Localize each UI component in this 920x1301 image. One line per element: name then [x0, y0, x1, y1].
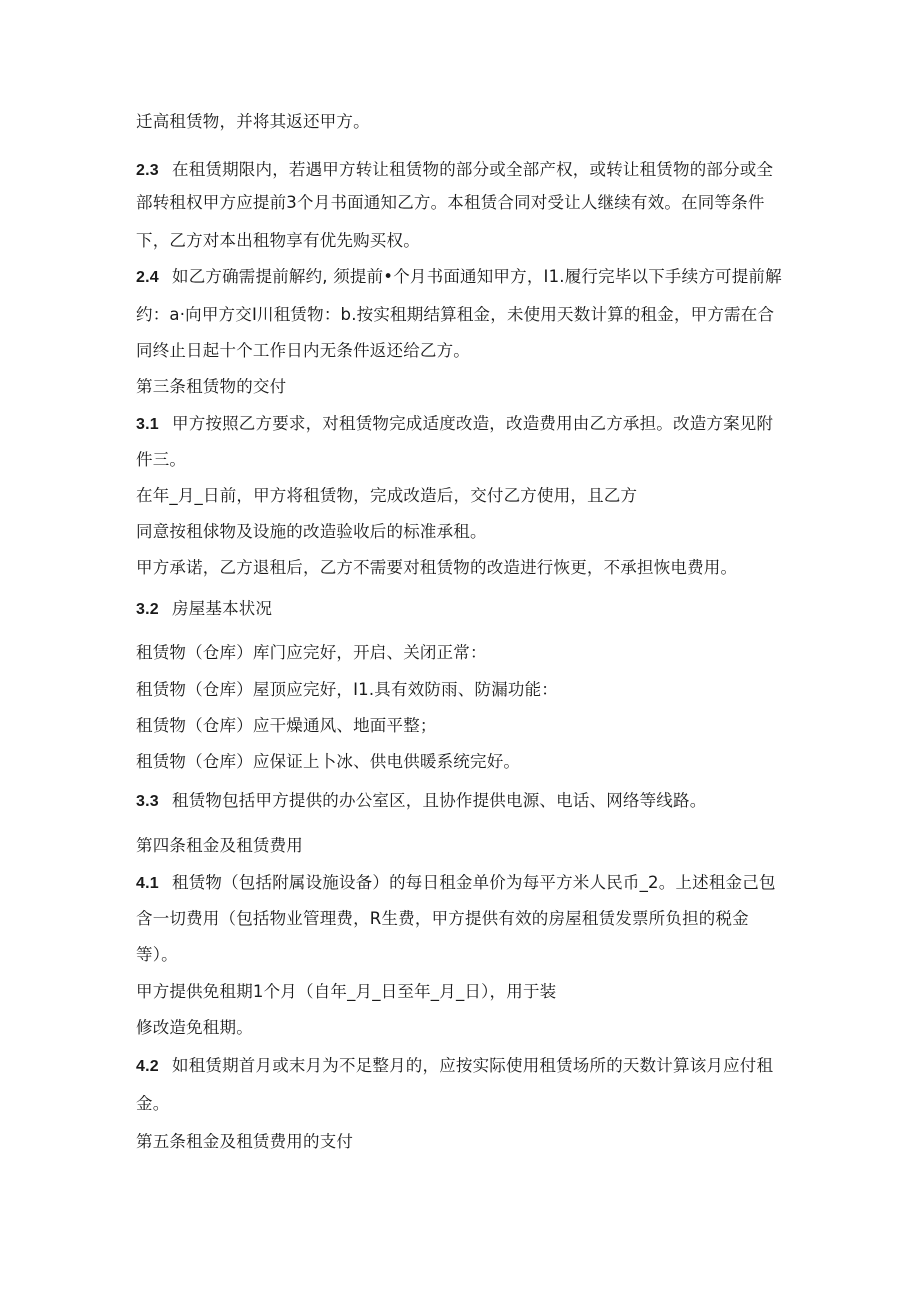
text-line: [136, 304, 774, 326]
text: 如乙方确需提前解约, 须提前•个月书面通知甲方，I1.履行完毕以下手续方可提前解: [172, 267, 782, 286]
text-line: [136, 230, 420, 252]
text: 在租赁期限内，若遇甲方转让租赁物的部分或全部产权，或转让租赁物的部分或全: [172, 160, 774, 179]
text-line: [136, 449, 186, 471]
text-line: [136, 944, 178, 966]
text: 迁高租赁物，并将其返还甲方。: [136, 112, 370, 131]
text: 租赁物（仓库）屋顶应完好，I1.具有效防雨、防漏功能：: [136, 680, 559, 699]
clause-number: 4.2: [136, 1058, 159, 1075]
text: 租赁物（仓库）应保证上卜冰、供电供暖系统完好。: [136, 752, 521, 771]
text: 租赁物包括甲方提供的办公室区，且协作提供电源、电话、网络等线路。: [172, 791, 707, 810]
text-line: [136, 642, 487, 664]
text-line: [136, 751, 520, 773]
text-line: [136, 192, 765, 214]
text-line: [136, 715, 437, 737]
clause-number: 2.4: [136, 269, 159, 286]
text: 租赁物（包括附属设施设备）的每日租金单价为每平方米人民币_2。上述租金己包: [172, 873, 776, 892]
section-heading-3: [136, 376, 286, 398]
text-line: [136, 521, 487, 543]
text: 同终止日起十个工作日内无条件返还给乙方。: [136, 341, 470, 360]
clause-number: 3.3: [136, 793, 159, 810]
text-line: [136, 908, 749, 930]
text: 件三。: [136, 450, 187, 469]
text-line: [136, 111, 370, 133]
text: 同意按租俅物及设施的改造验收后的标准承租。: [136, 522, 487, 541]
text-line: [136, 340, 470, 362]
text: 如租赁期首月或末月为不足整月的，应按实际使用租赁场所的天数计算该月应付租: [172, 1056, 774, 1075]
text: 甲方按照乙方要求，对租赁物完成适度改造，改造费用由乙方承担。改造方案见附: [172, 414, 774, 433]
text-line: [136, 679, 558, 701]
text: 下，乙方对本出租物享有优先购买权。: [136, 231, 420, 250]
text: 金。: [136, 1094, 170, 1113]
text: 甲方提供免租期1个月（自年_月_日至年_月_日），用于装: [136, 982, 557, 1001]
text-line: [136, 1093, 169, 1115]
text-line: [136, 485, 637, 507]
text: 房屋基本状况: [172, 599, 273, 618]
section-heading-4: [136, 835, 303, 857]
text-line: [136, 557, 737, 579]
clause-number: 3.2: [136, 601, 159, 618]
clause-number: 4.1: [136, 875, 159, 892]
clause-4-1-line: [136, 872, 776, 895]
clause-number: 2.3: [136, 162, 159, 179]
text: 租赁物（仓库）库门应完好，开启、关闭正常：: [136, 643, 487, 662]
heading-text: 第三条租赁物的交付: [136, 377, 287, 396]
text: 含一切费用（包括物业管理费，R生费，甲方提供有效的房屋租赁发票所负担的税金: [136, 909, 749, 928]
clause-3-1-line: [136, 413, 773, 436]
text: 甲方承诺，乙方退租后，乙方不需要对租赁物的改造进行恢更，不承担恢电费用。: [136, 558, 738, 577]
text: 等）。: [136, 945, 178, 964]
heading-text: 第四条租金及租赁费用: [136, 836, 303, 855]
text-line: [136, 1017, 253, 1039]
text: 租赁物（仓库）应干燥通风、地面平整；: [136, 716, 437, 735]
clause-2-4-line: [136, 266, 782, 289]
text: 在年_月_日前，甲方将租赁物，完成改造后，交付乙方使用，且乙方: [136, 486, 638, 505]
clause-number: 3.1: [136, 416, 159, 433]
text: 修改造免租期。: [136, 1018, 253, 1037]
text: 约：a·向甲方交I川租赁物：b.按实租期结算租金，未使用天数计算的租金，甲方需在合: [136, 305, 775, 324]
clause-2-3-line: [136, 159, 773, 182]
clause-4-2-line: [136, 1055, 773, 1078]
clause-3-2-line: [136, 598, 272, 621]
heading-text: 第五条租金及租赁费用的支付: [136, 1132, 354, 1151]
text: 部转租权甲方应提前3个月书面通知乙方。本租赁合同对受让人继续有效。在同等条件: [136, 193, 765, 212]
section-heading-5: [136, 1131, 353, 1153]
clause-3-3-line: [136, 790, 706, 813]
text-line: [136, 981, 556, 1003]
